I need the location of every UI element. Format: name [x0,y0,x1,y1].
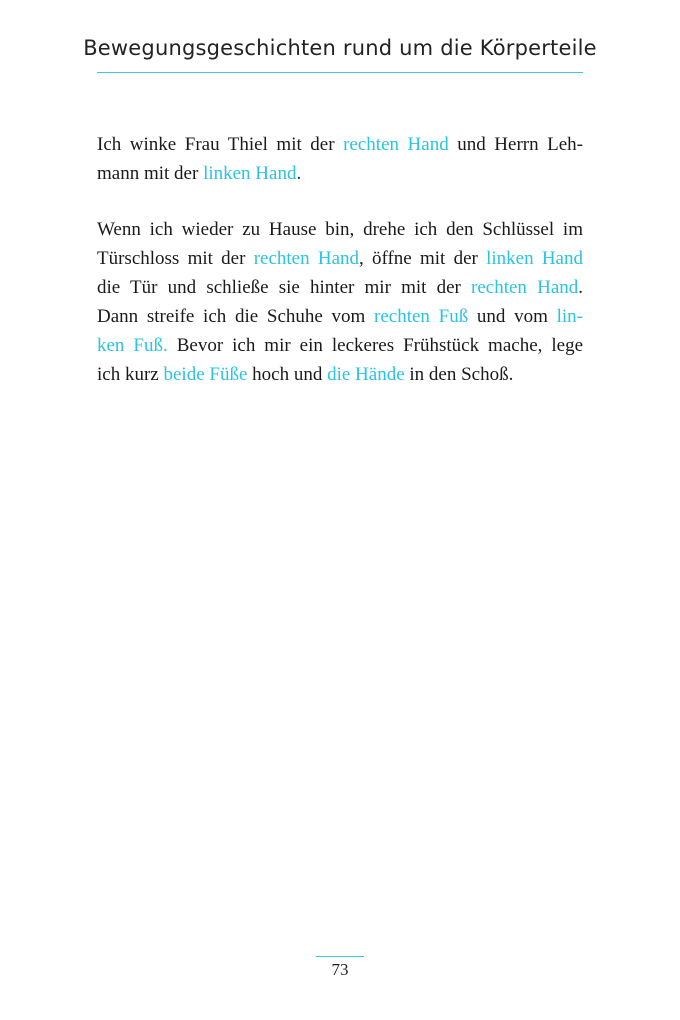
highlight-rechten-hand: rechten Hand [343,134,449,155]
paragraph-2-line-2 [97,244,583,273]
header-rule [97,72,583,73]
paragraph-1-line-2 [97,159,583,188]
body-text [97,130,583,416]
paragraph-2-line-4 [97,302,583,331]
running-header: Bewegungsgeschichten rund um die Körperteile [83,36,597,60]
text-run: , öffne mit der [359,248,487,269]
paragraph-2 [97,215,583,389]
text-run: . [296,163,302,184]
highlight-die-haende: die Hände [327,364,405,385]
text-run: Türschloss mit der [97,248,254,269]
highlight-linken-fuss-part-2: ken Fuß. [97,335,168,356]
text-run: und vom [468,306,557,327]
text-run: Bevor ich mir ein leckeres Frühstück mache, lege [167,335,584,356]
paragraph-2-line-6 [97,360,583,389]
text-run: in den Schoß. [404,364,514,385]
text-run: Wenn ich wieder zu Hause bin, drehe ich den Schlüssel im [97,219,583,240]
highlight-beide-fuesse: beide Füße [163,364,248,385]
page-number: 73 [331,960,349,979]
text-run: ich kurz [97,364,164,385]
footer-rule [316,956,364,957]
text-run: Dann streife ich die Schuhe vom [97,306,375,327]
paragraph-1 [97,130,583,188]
highlight-linken-hand: linken Hand [486,248,583,269]
highlight-rechten-hand: rechten Hand [471,277,579,298]
highlight-rechten-fuss: rechten Fuß [374,306,469,327]
highlight-linken-fuss-part-1: lin- [556,306,583,327]
text-run: . [578,277,583,298]
paragraph-1-line-1 [97,130,583,159]
text-run: und Herrn Leh- [448,134,584,155]
text-run: die Tür und schließe sie hinter mir mit der [97,277,472,298]
paragraph-2-line-1 [97,215,583,244]
paragraph-2-line-3 [97,273,583,302]
text-run: hoch und [247,364,328,385]
text-run: mann mit der [97,163,204,184]
paragraph-2-line-5 [97,331,583,360]
highlight-linken-hand: linken Hand [203,163,297,184]
text-run: Ich winke Frau Thiel mit der [97,134,344,155]
highlight-rechten-hand: rechten Hand [253,248,359,269]
